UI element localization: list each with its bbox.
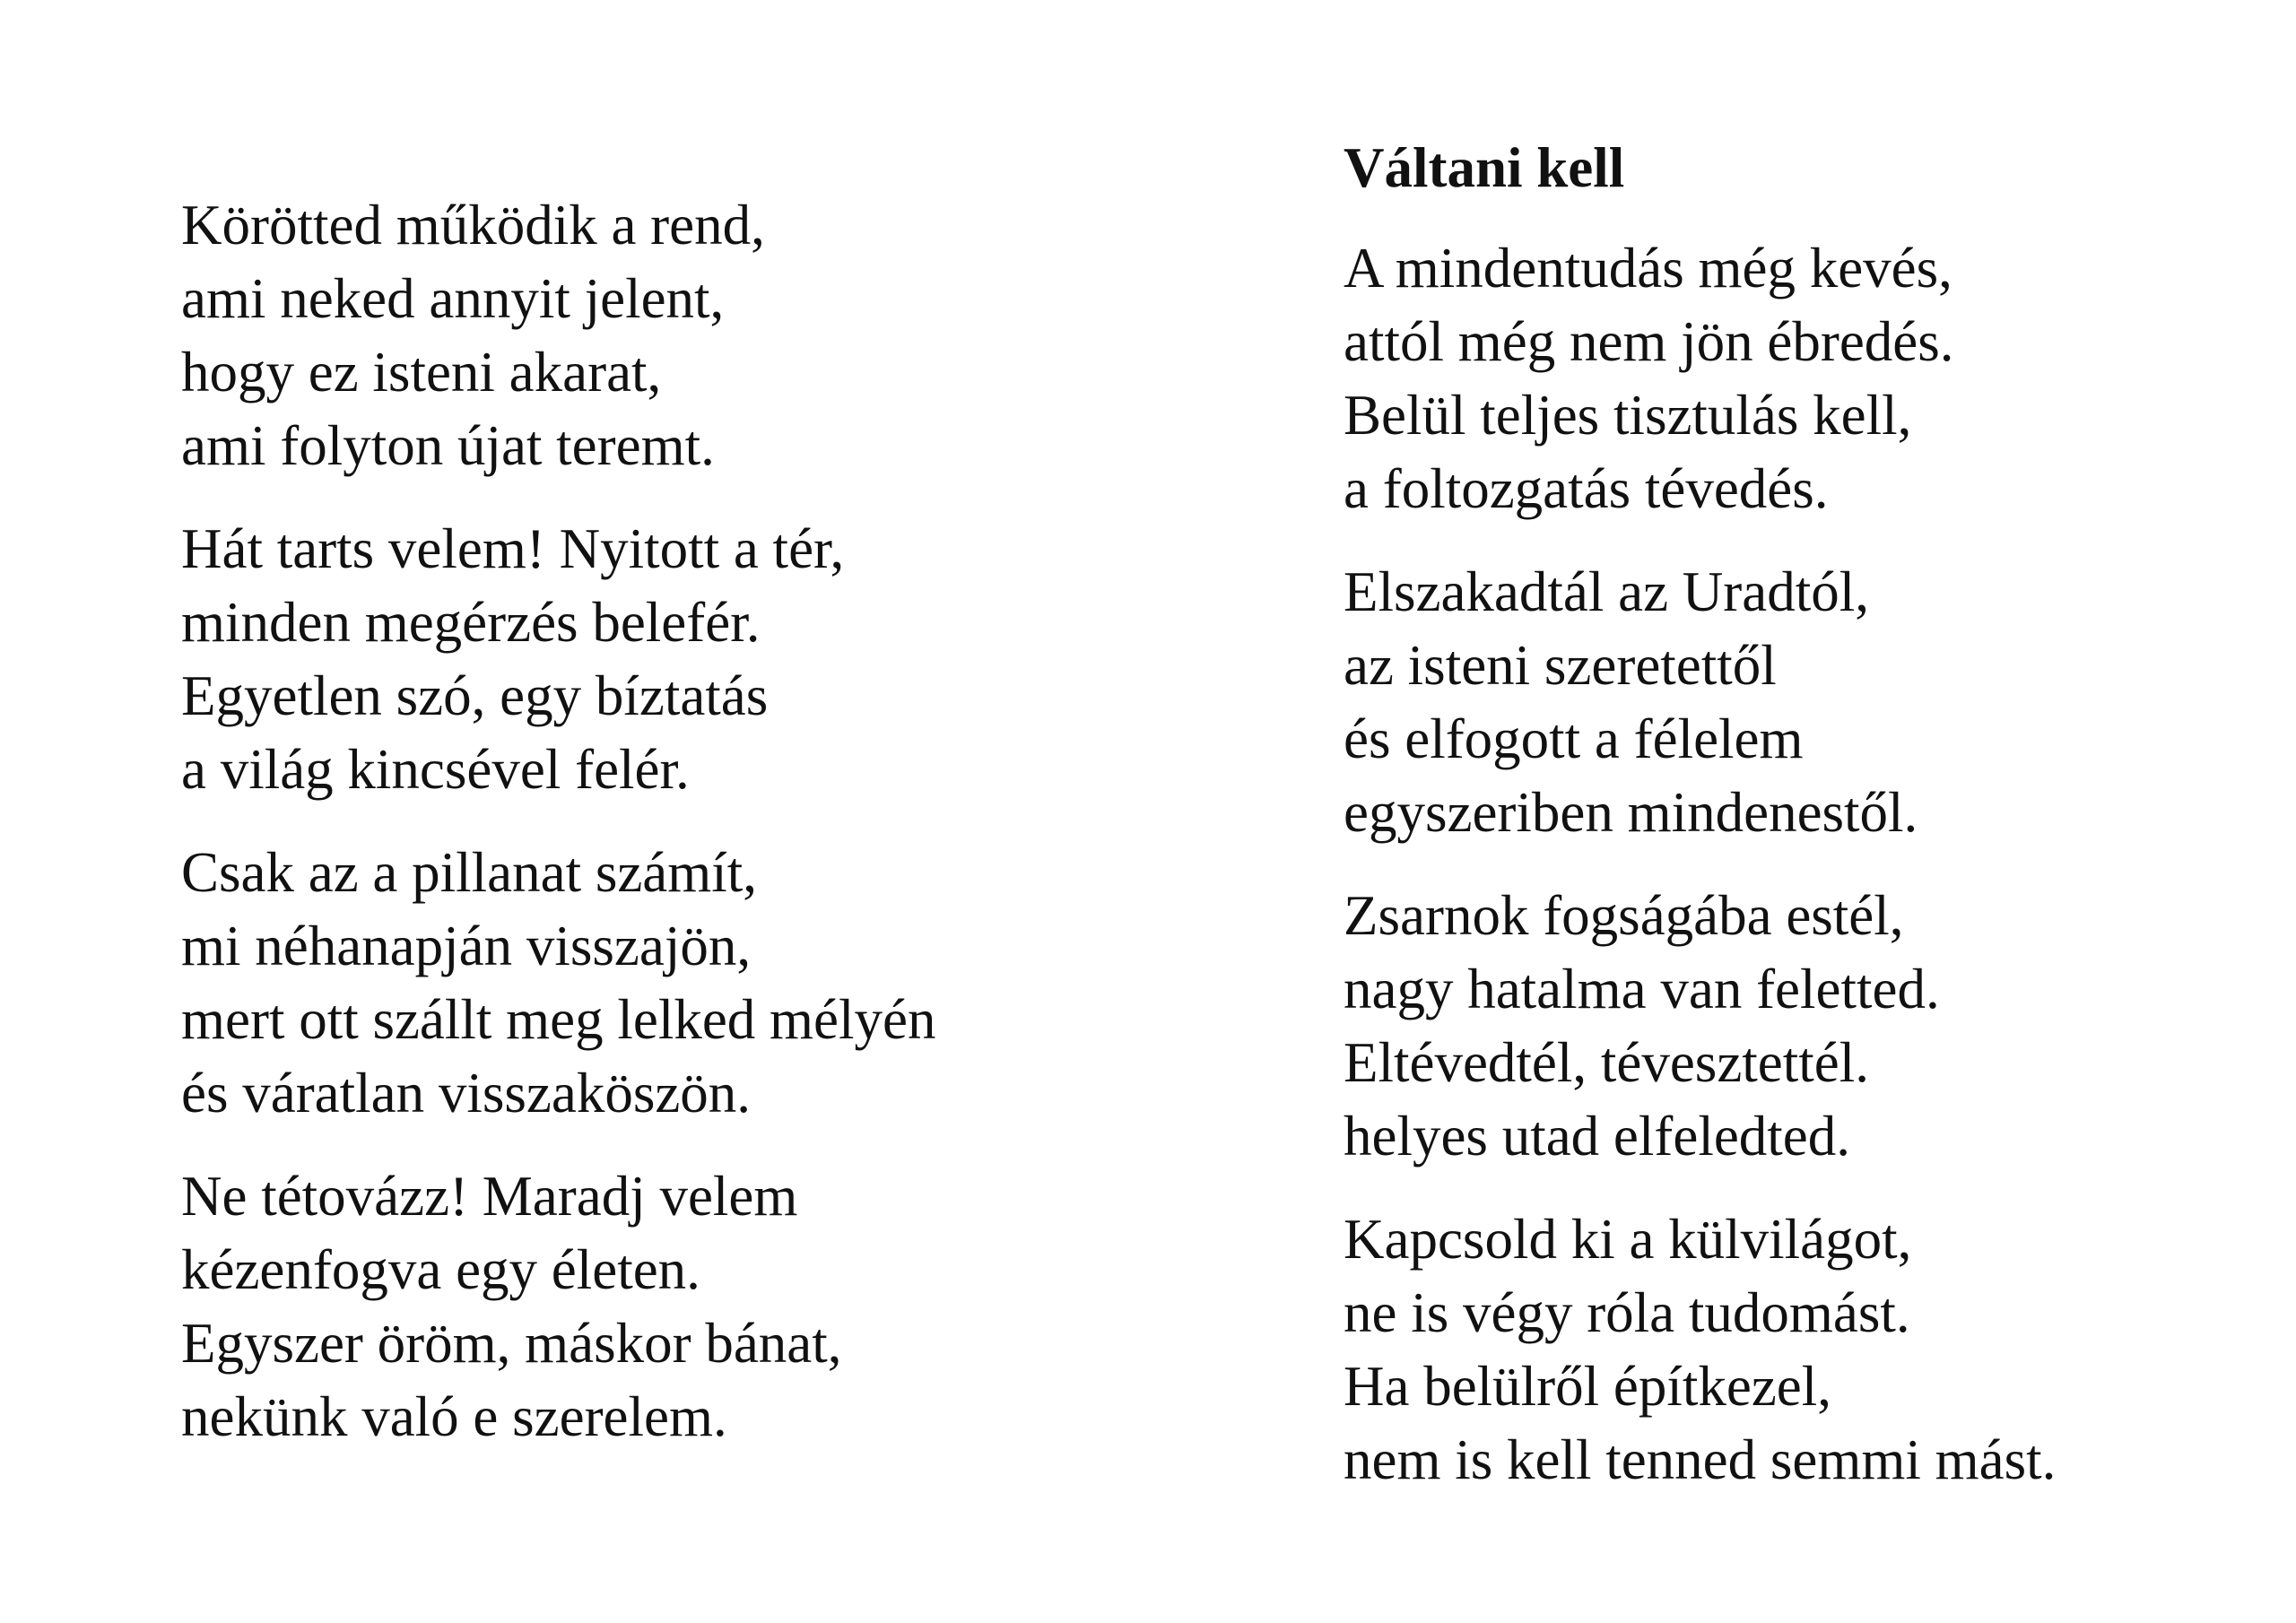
poem-line: A mindentudás még kevés, — [1344, 237, 1952, 299]
poem-line: mi néhanapján visszajön, — [181, 915, 752, 977]
stanza — [1344, 1202, 2240, 1497]
stanza — [1344, 555, 2240, 849]
poem-line: az isteni szeretettől — [1344, 634, 1777, 697]
stanza — [181, 512, 1168, 806]
poem-line: Egyszer öröm, máskor bánat, — [181, 1312, 842, 1375]
poem-line: helyes utad elfeledted. — [1344, 1105, 1851, 1167]
poem-line: Hát tarts velem! Nyitott a tér, — [181, 517, 845, 580]
left-poem-column — [181, 188, 1168, 1483]
poem-line: Kapcsold ki a külvilágot, — [1344, 1208, 1912, 1271]
poem-line: ami folyton újat teremt. — [181, 414, 715, 477]
poem-line: minden megérzés belefér. — [181, 591, 761, 654]
poem-line: egyszeriben mindenestől. — [1344, 781, 1918, 844]
poem-line: Ne tétovázz! Maradj velem — [181, 1165, 798, 1228]
poem-line: Körötted működik a rend, — [181, 194, 765, 256]
poem-title: Váltani kell — [1344, 136, 1625, 199]
poem-line: attól még nem jön ébredés. — [1344, 310, 1954, 373]
poem-line: Egyetlen szó, egy bíztatás — [181, 664, 769, 727]
poem-line: Elszakadtál az Uradtól, — [1344, 560, 1869, 623]
poem-line: kézenfogva egy életen. — [181, 1238, 700, 1301]
poem-line: a világ kincsével felér. — [181, 738, 690, 801]
stanza — [1344, 231, 2240, 525]
poem-line: a foltozgatás tévedés. — [1344, 457, 1829, 520]
poem-line: nagy hatalma van feletted. — [1344, 958, 1940, 1020]
poem-line: és váratlan visszaköszön. — [181, 1062, 752, 1124]
poem-line: Ha belülről építkezel, — [1344, 1355, 1832, 1418]
poem-line: Zsarnok fogságába estél, — [1344, 884, 1904, 947]
poem-line: mert ott szállt meg lelked mélyén — [181, 988, 936, 1051]
poem-line: Belül teljes tisztulás kell, — [1344, 384, 1912, 447]
poem-line: nem is kell tenned semmi mást. — [1344, 1428, 2057, 1491]
poem-line: Csak az a pillanat számít, — [181, 841, 758, 904]
poem-line: ami neked annyit jelent, — [181, 267, 725, 330]
poem-line: ne is végy róla tudomást. — [1344, 1281, 1910, 1344]
stanza — [181, 1159, 1168, 1454]
right-poem-column — [1344, 131, 2240, 1526]
stanza — [181, 188, 1168, 482]
poem-line: hogy ez isteni akarat, — [181, 341, 662, 404]
poem-line: és elfogott a félelem — [1344, 707, 1804, 770]
stanza — [1344, 879, 2240, 1173]
poem-line: Eltévedtél, tévesztettél. — [1344, 1031, 1869, 1094]
stanza — [181, 836, 1168, 1130]
poem-line: nekünk való e szerelem. — [181, 1385, 727, 1448]
